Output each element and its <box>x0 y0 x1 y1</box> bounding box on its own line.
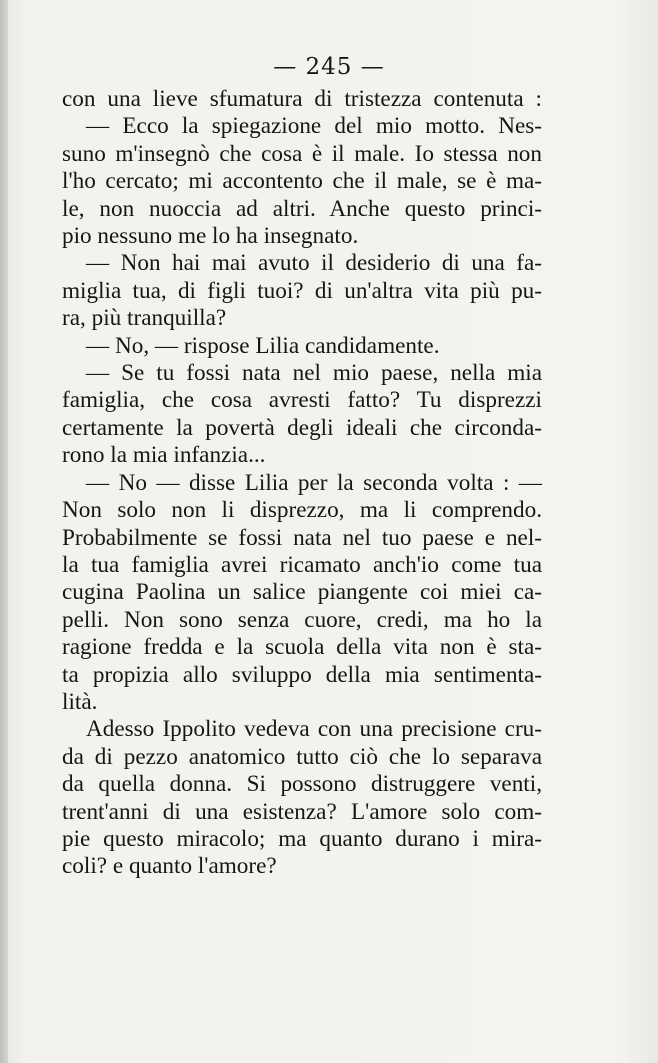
text-line: Non solo non li disprezzo, ma li comprendo. <box>62 497 542 524</box>
text-line: — Ecco la spiegazione del mio motto. Nes- <box>86 113 542 140</box>
text-line: Adesso Ippolito vedeva con una precisione cru- <box>86 716 542 743</box>
text-line: lità. <box>62 688 98 715</box>
text-line: la tua famiglia avrei ricamato anch'io come tua <box>62 551 542 578</box>
text-line: ra, più tranquilla? <box>62 305 227 332</box>
text-line: da di pezzo anatomico tutto ciò che lo separava <box>62 743 542 770</box>
page-text <box>62 86 542 881</box>
text-line: — No — disse Lilia per la seconda volta : — <box>86 469 542 496</box>
text-line: l'ho cercato; mi accontento che il male, se è ma- <box>62 168 542 195</box>
text-line: ragione fredda e la scuola della vita non è sta- <box>62 634 542 661</box>
text-line: — Non hai mai avuto il desiderio di una fa- <box>86 250 542 277</box>
text-line: rono la mia infanzia... <box>62 442 266 469</box>
text-line: le, non nuoccia ad altri. Anche questo princi- <box>62 195 542 222</box>
text-line: — No, — rispose Lilia candidamente. <box>86 332 440 359</box>
text-line: coli? e quanto l'amore? <box>62 853 277 880</box>
text-line: pie questo miracolo; ma quanto durano i mira- <box>62 825 542 852</box>
text-line: miglia tua, di figli tuoi? di un'altra vita più pu- <box>62 277 542 304</box>
text-line: suno m'insegnò che cosa è il male. Io stessa non <box>62 140 542 167</box>
text-line: certamente la povertà degli ideali che circonda- <box>62 414 542 441</box>
text-line: pelli. Non sono senza cuore, credi, ma ho la <box>62 606 542 633</box>
text-line: ta propizia allo sviluppo della mia sentimenta- <box>62 661 542 688</box>
page-number: — 245 — <box>273 54 385 80</box>
text-line: con una lieve sfumatura di tristezza contenuta : <box>62 86 542 112</box>
text-line: famiglia, che cosa avresti fatto? Tu disprezzi <box>62 387 542 414</box>
text-line: cugina Paolina un salice piangente coi miei ca- <box>62 579 542 606</box>
text-line: trent'anni di una esistenza? L'amore solo com- <box>62 798 542 825</box>
text-line: — Se tu fossi nata nel mio paese, nella mia <box>86 360 542 387</box>
text-line: Probabilmente se fossi nata nel tuo paese e nel- <box>62 524 542 551</box>
page-binding-edge <box>0 0 8 1063</box>
text-line: da quella donna. Si possono distruggere venti, <box>62 771 542 798</box>
text-line: pio nessuno me lo ha insegnato. <box>62 223 359 250</box>
